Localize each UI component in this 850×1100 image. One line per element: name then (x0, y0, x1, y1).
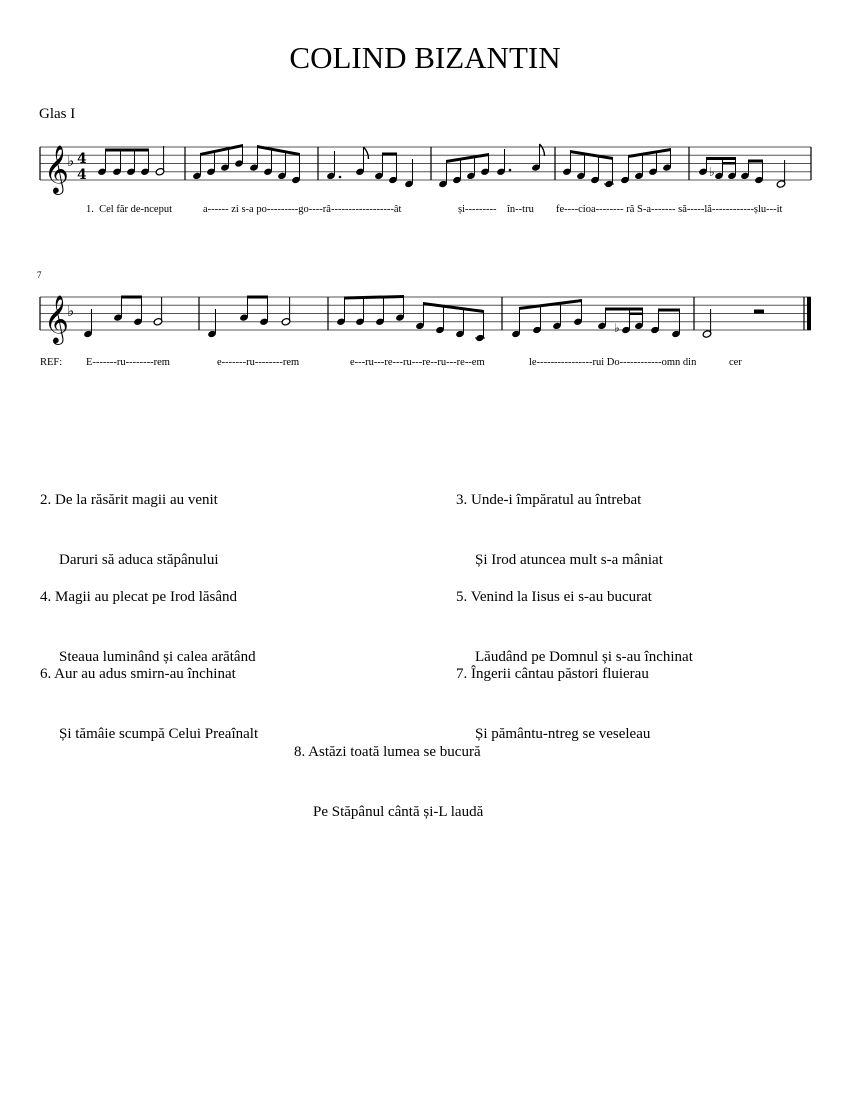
svg-text:4: 4 (77, 151, 87, 167)
verse-8 (294, 702, 483, 842)
lyric-s2-4: le----------------rui Do------------omn din (529, 357, 697, 368)
lyric-s1-3: în--tru (507, 204, 534, 215)
verse-4-line-2: Steaua luminând și calea arătând (59, 649, 256, 665)
staff-system-2 (0, 290, 850, 350)
treble-clef-icon: 𝄞 (44, 294, 69, 343)
svg-text:♭: ♭ (67, 302, 75, 320)
lyric-s1-4: fe----cioa-------- ră S-a------- să-----lă------------șlu---it (556, 204, 783, 215)
verse-6-line-1: 6. Aur au adus smirn-au închinat (40, 666, 236, 682)
svg-text:♭: ♭ (614, 321, 620, 335)
verse-5-line-1: 5. Venind la Iisus ei s-au bucurat (456, 589, 652, 605)
verse-7-line-1: 7. Îngerii cântau păstori fluierau (456, 666, 649, 682)
verse-8-line-2: Pe Stăpânul cântă și-L laudă (313, 804, 484, 820)
half-rest-icon (754, 310, 764, 314)
verse-2-line-2: Daruri să aduca stăpânului (59, 552, 219, 568)
verse-2-line-1: 2. De la răsărit magii au venit (40, 492, 218, 508)
lyric-s2-2: e-------ru--------rem (217, 357, 300, 368)
verse-3-line-1: 3. Unde-i împăratul au întrebat (456, 492, 642, 508)
measure-number: 7 (37, 270, 42, 280)
svg-text:4: 4 (77, 167, 87, 183)
lyric-s1-0: 1. Cel făr de-nceput (86, 204, 173, 215)
lyric-s1-2: și--------- (458, 204, 497, 215)
lyric-s1-1: a------ zi s-a po---------go----râ------------------ât (203, 204, 402, 215)
verse-3-line-2: Și Irod atuncea mult s-a mâniat (475, 552, 663, 568)
lyric-s2-0: REF: (40, 357, 63, 368)
verse-5-line-2: Lăudând pe Domnul și s-au închinat (475, 649, 693, 665)
verse-7 (456, 624, 650, 764)
verse-7-line-2: Și pământu-ntreg se veseleau (475, 726, 651, 742)
svg-text:♭: ♭ (67, 152, 75, 170)
page-title: COLIND BIZANTIN (289, 40, 561, 75)
mode-label: Glas I (39, 106, 76, 122)
treble-clef-icon: 𝄞 (44, 144, 69, 193)
verse-6-line-2: Și tămâie scumpă Celui Preaînalt (59, 726, 259, 742)
svg-text:♭: ♭ (709, 165, 715, 179)
lyric-s2-1: E-------ru--------rem (86, 357, 170, 368)
verse-8-line-1: 8. Astăzi toată lumea se bucură (294, 744, 481, 760)
verse-6 (40, 624, 258, 764)
verse-4-line-1: 4. Magii au plecat pe Irod lăsând (40, 589, 238, 605)
staff-system-1 (0, 140, 850, 200)
lyric-s2-3: e---ru---re---ru---re--ru---re--em (350, 357, 485, 368)
lyric-s2-5: cer (729, 357, 742, 368)
